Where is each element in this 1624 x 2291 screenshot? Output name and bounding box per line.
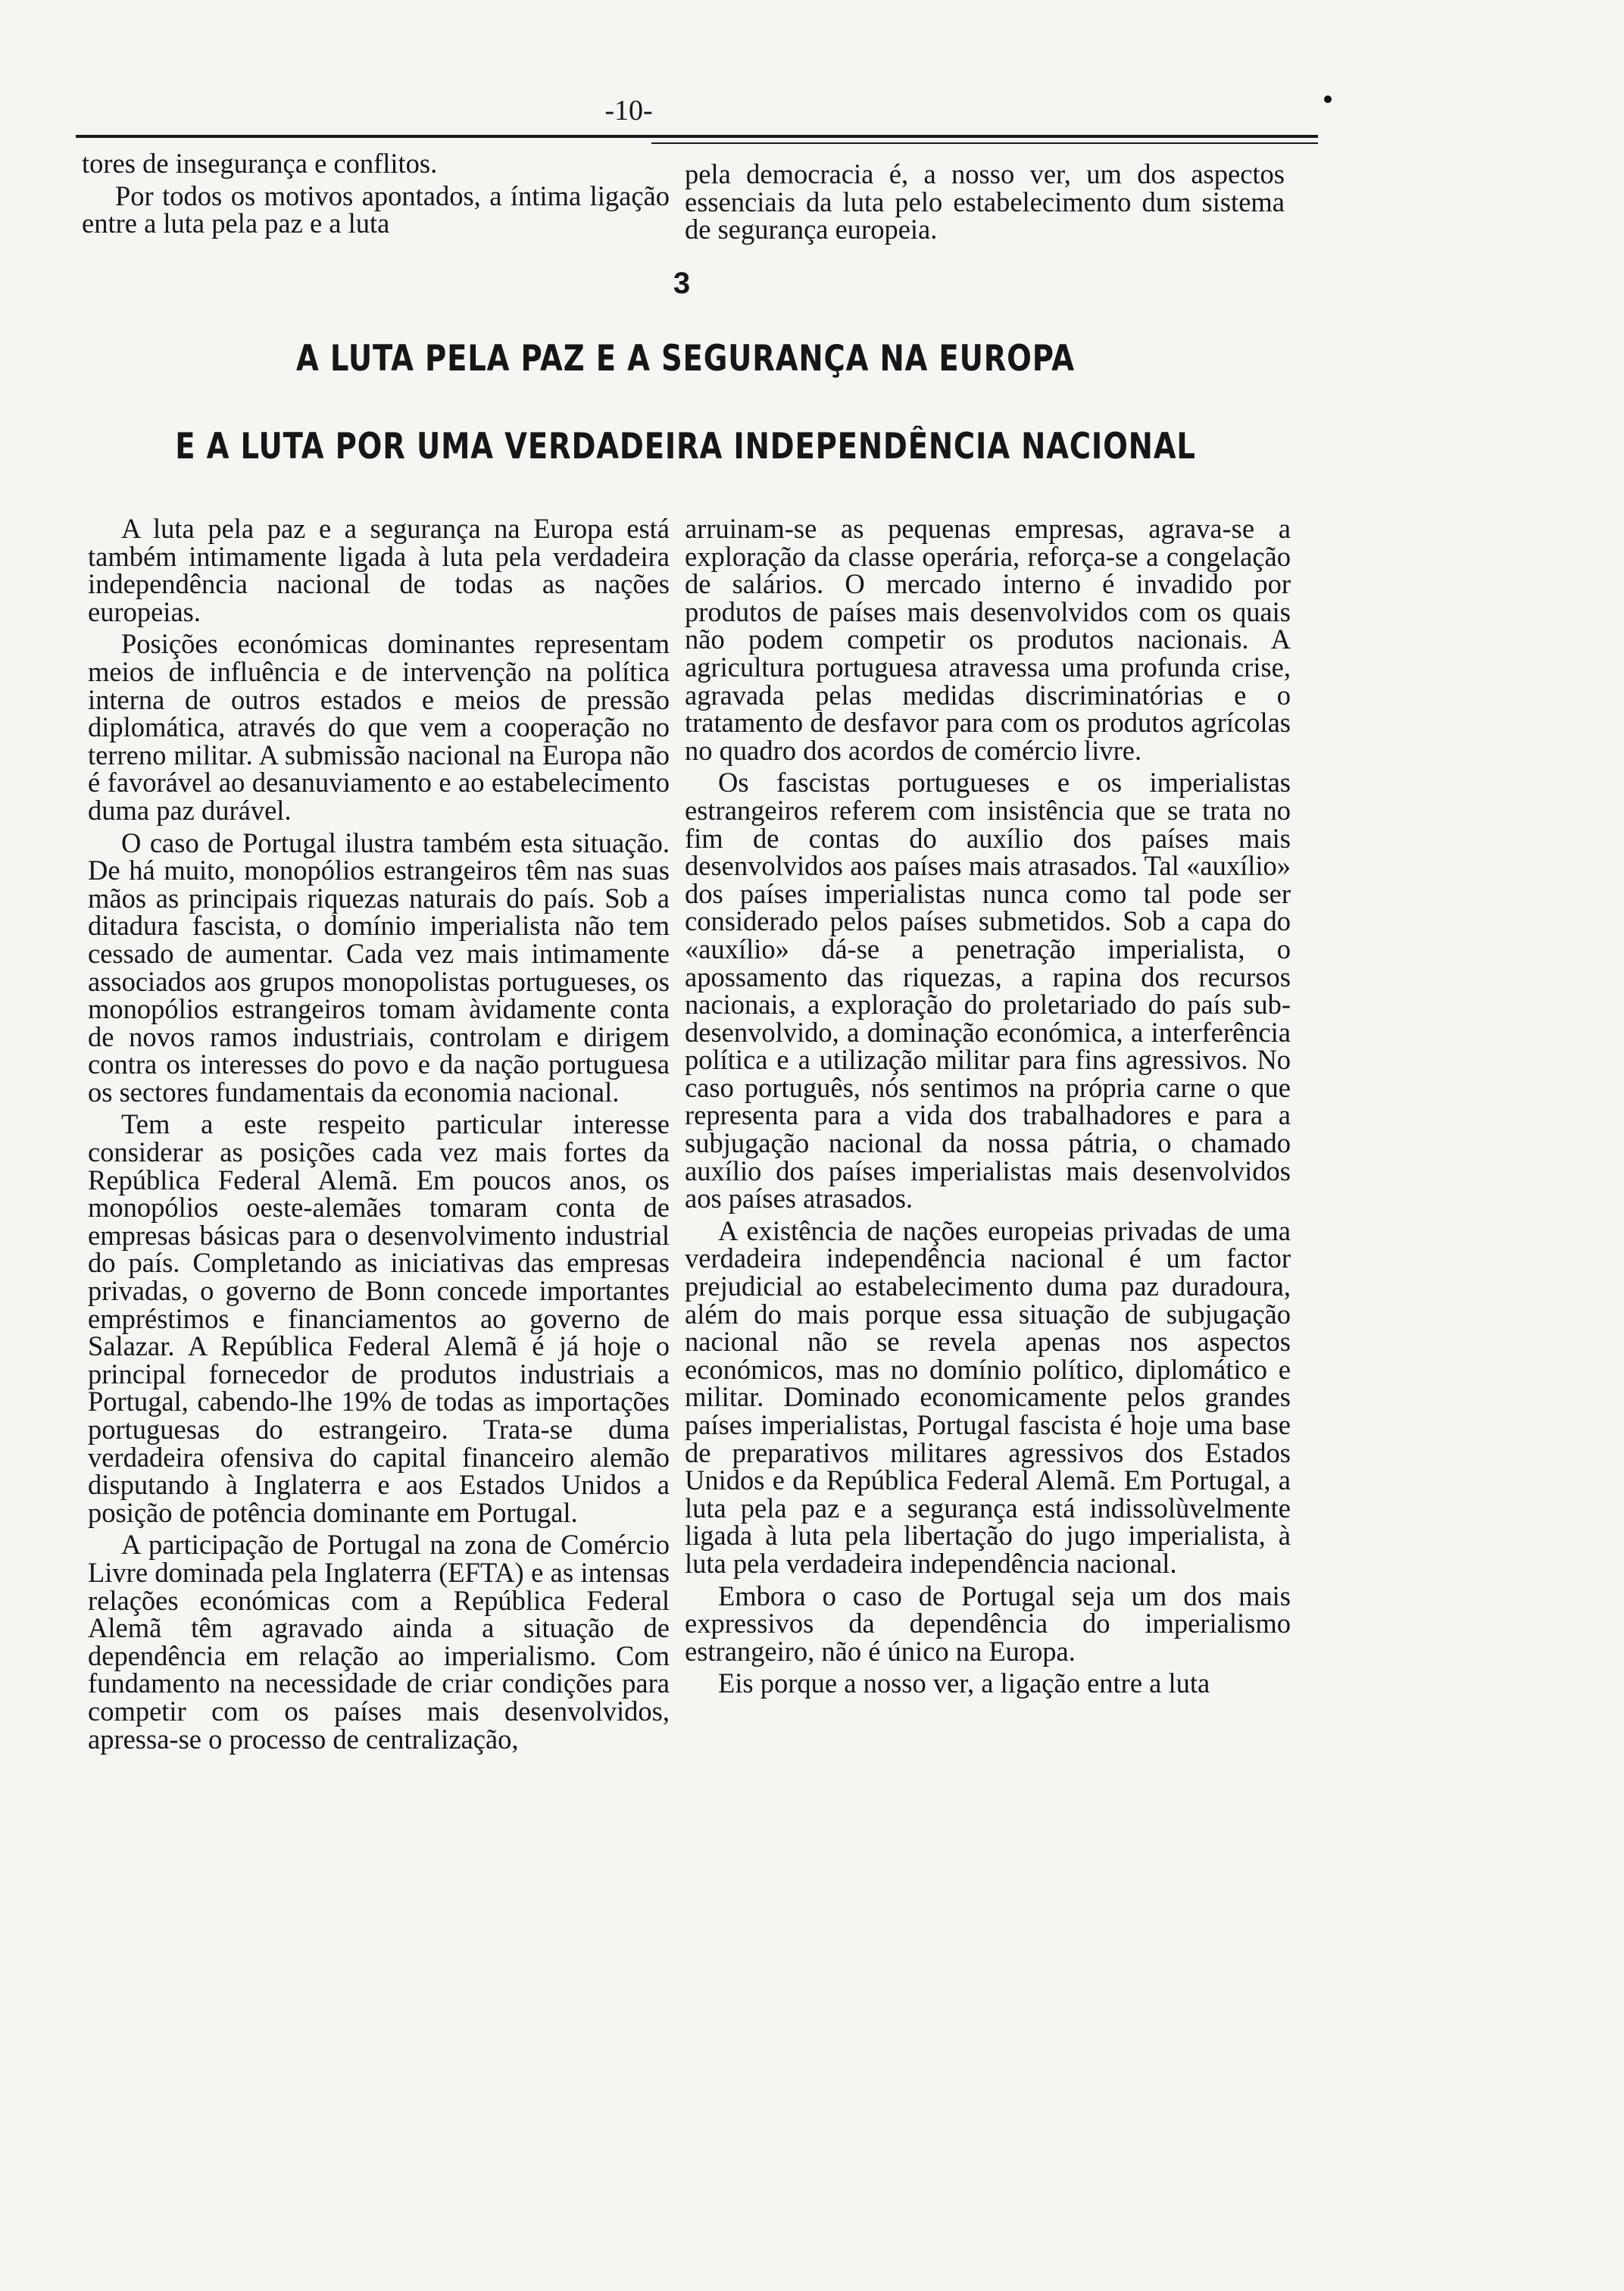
paragraph: arruinam-se as pequenas empresas, agrava-se a exploração da classe operária, reforça-se a congelação de salários. O mercado interno é invadido por produtos de países mais desenvolvidos com os quais não podem competir os produtos nacionais. A agricultura portuguesa atravessa uma profunda crise, agravada pelas medidas discriminatórias e o tratamento de desfavor para com os produtos agrícolas no quadro dos acordos de comércio livre. bbox=[685, 513, 1291, 766]
paragraph: A existência de nações europeias privadas de uma verdadeira independência nacional é um factor prejudicial ao estabelecimento duma paz duradoura, além do mais porque essa situação de subjugação nacional não se revela apenas nos aspectos económicos, mas no domínio político, diplomático e militar. Dominado economicamente pelos grandes países imperialistas, Portugal fascista é hoje uma base de preparativos militares agressivos dos Estados Unidos e da República Federal Alemã. Em Portugal, a luta pela paz e a segurança está indissolùvelmente ligada à luta pela libertação do jugo imperialista, à luta pela verdadeira independência nacional. bbox=[685, 1214, 1291, 1579]
header-rule bbox=[76, 135, 1318, 138]
paragraph: tores de insegurança e conflitos. bbox=[82, 148, 438, 179]
page-number: -10- bbox=[604, 95, 653, 127]
paragraph: A luta pela paz e a segurança na Europa está também intimamente ligada à luta pela verdadeira independência nacional de todas as nações europeias. bbox=[88, 513, 670, 627]
paragraph: Os fascistas portugueses e os imperialistas estrangeiros referem com insistência que se trata no fim de contas do auxílio dos países mais desenvolvidos aos países mais atrasados. Tal «auxílio» dos países imperialistas nunca como tal pode ser considerado pelos países submetidos. Sob a capa do «auxílio» dá-se a penetração imperialista, o apossamento das riquezas, a rapina dos recursos nacionais, a exploração do proletariado do país sub-desenvolvido, a dominação económica, a interferência política e a utilização militar para fins agressivos. No caso português, nós sentimos na própria carne o que representa para a vida dos trabalhadores e para a subjugação nacional da nossa pátria, o chamado auxílio dos países imperialistas mais desenvolvidos aos países atrasados. bbox=[685, 767, 1291, 1214]
body-right-column bbox=[685, 515, 1291, 1702]
paragraph: Eis porque a nosso ver, a ligação entre a luta bbox=[718, 1667, 1210, 1699]
paragraph: Posições económicas dominantes representam meios de influência e de intervenção na política interna de outros estados e meios de pressão diplomática, através do que vem a cooperação no terreno militar. A submissão nacional na Europa não é favorável ao desanuviamento e ao estabelecimento duma paz durável. bbox=[88, 628, 670, 826]
section-title-line-1: A LUTA PELA PAZ E A SEGURANÇA NA EUROPA bbox=[296, 338, 1075, 380]
section-number: 3 bbox=[673, 267, 691, 300]
top-fragment-left-column bbox=[82, 150, 670, 242]
body-left-column bbox=[88, 515, 670, 1758]
paragraph: A participação de Portugal na zona de Comércio Livre dominada pela Inglaterra (EFTA) e as intensas relações económicas com a República Federal Alemã têm agravado ainda a situação de dependência em relação ao imperialismo. Com fundamento na necessidade de criar condições para competir com os países mais desenvolvidos, apressa-se o processo de centralização, bbox=[88, 1529, 670, 1755]
ink-spot bbox=[1324, 95, 1332, 103]
paragraph: pela democracia é, a nosso ver, um dos aspectos essenciais da luta pelo estabelecimento dum sistema de segurança europeia. bbox=[685, 158, 1285, 245]
paragraph: Tem a este respeito particular interesse considerar as posições cada vez mais fortes da República Federal Alemã. Em poucos anos, os monopólios oeste-alemães tomaram conta de empresas básicas para o desenvolvimento industrial do país. Completando as iniciativas das empresas privadas, o governo de Bonn concede importantes empréstimos e financiamentos ao governo de Salazar. A República Federal Alemã é já hoje o principal fornecedor de produtos industriais a Portugal, cabendo-lhe 19% de todas as importações portuguesas do estrangeiro. Trata-se duma verdadeira ofensiva do capital financeiro alemão disputando à Inglaterra e aos Estados Unidos a posição de potência dominante em Portugal. bbox=[88, 1108, 670, 1528]
paragraph: Embora o caso de Portugal seja um dos mais expressivos da dependência do imperialismo estrangeiro, não é único na Europa. bbox=[685, 1580, 1291, 1667]
paragraph: Por todos os motivos apontados, a íntima ligação entre a luta pela paz e a luta bbox=[82, 180, 670, 239]
section-title-line-2: E A LUTA POR UMA VERDADEIRA INDEPENDÊNCIA NACIONAL bbox=[175, 426, 1196, 467]
top-fragment-right-column bbox=[685, 158, 1285, 248]
header-rule-secondary bbox=[651, 142, 1318, 144]
paragraph: O caso de Portugal ilustra também esta situação. De há muito, monopólios estrangeiros têm nas suas mãos as principais riquezas naturais do país. Sob a ditadura fascista, o domínio imperialista não tem cessado de aumentar. Cada vez mais intimamente associados aos grupos monopolistas portugueses, os monopólios estrangeiros tomam àvidamente conta de novos ramos industriais, controlam e dirigem contra os interesses do povo e da nação portuguesa os sectores fundamentais da economia nacional. bbox=[88, 827, 670, 1108]
